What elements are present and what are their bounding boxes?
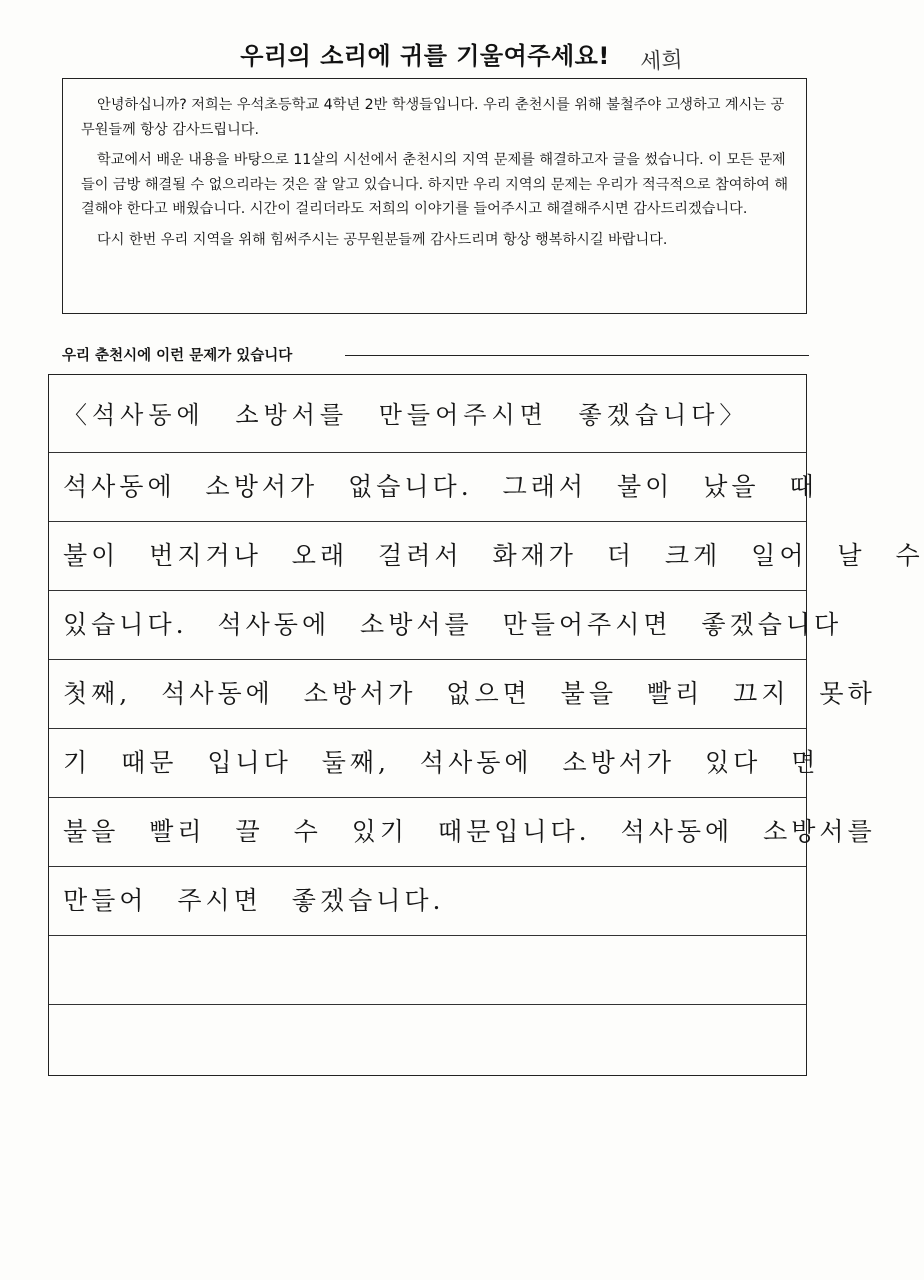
handwritten-line: 만들어 주시면 좋겠습니다. (63, 886, 445, 915)
empty-line (63, 950, 793, 990)
page-title: 우리의 소리에 귀를 기울여주세요! (240, 42, 610, 70)
ruled-line (49, 521, 806, 522)
empty-line (63, 1019, 793, 1059)
ruled-line (49, 1004, 806, 1005)
intro-letter-box (62, 78, 807, 314)
ruled-line (49, 866, 806, 867)
handwritten-line: 불을 빨리 끌 수 있기 때문입니다. 석사동에 소방서를 (63, 817, 876, 846)
ruled-line (49, 728, 806, 729)
ruled-line (49, 935, 806, 936)
handwritten-line: 석사동에 소방서가 없습니다. 그래서 불이 났을 때 (63, 472, 818, 501)
ruled-line (49, 452, 806, 453)
handwritten-heading: 〈석사동에 소방서를 만들어주시면 좋겠습니다〉 (63, 401, 749, 429)
handwritten-line: 첫째, 석사동에 소방서가 없으면 불을 빨리 끄지 못하 (63, 679, 876, 708)
handwritten-line: 있습니다. 석사동에 소방서를 만들어주시면 좋겠습니다 (63, 610, 843, 639)
letter-paragraph-2: 학교에서 배운 내용을 바탕으로 11살의 시선에서 춘천시의 지역 문제를 해결하고자 글을 썼습니다. 이 모든 문제들이 금방 해결될 수 없으리라는 것은 잘 알고 있습니다. 하지만 우리 지역의 문제는 우리가 적극적으로 참여하여 해결해야 한다고 배웠습니다. 시간이 걸리더라도 저희의 이야기를 들어주시고 해결해주시면 감사드리겠습니다. (81, 152, 789, 217)
section-divider (345, 355, 809, 356)
letter-paragraph-3: 다시 한번 우리 지역을 위해 힘써주시는 공무원분들께 감사드리며 항상 행복하시길 바랍니다. (97, 231, 668, 248)
ruled-line (49, 659, 806, 660)
handwritten-line: 불이 번지거나 오래 걸려서 화재가 더 크게 일어 날 수 (63, 541, 924, 570)
ruled-line (49, 590, 806, 591)
handwritten-line: 기 때문 입니다 둘째, 석사동에 소방서가 있다 면 (63, 748, 820, 777)
section-label: 우리 춘천시에 이런 문제가 있습니다 (62, 348, 293, 364)
ruled-line (49, 797, 806, 798)
writing-area (48, 374, 924, 1076)
handwritten-signature: 세희 (639, 47, 684, 76)
letter-paragraph-1: 안녕하십니까? 저희는 우석초등학교 4학년 2반 학생들입니다. 우리 춘천시를 위해 불철주야 고생하고 계시는 공무원들께 항상 감사드립니다. (81, 97, 785, 138)
